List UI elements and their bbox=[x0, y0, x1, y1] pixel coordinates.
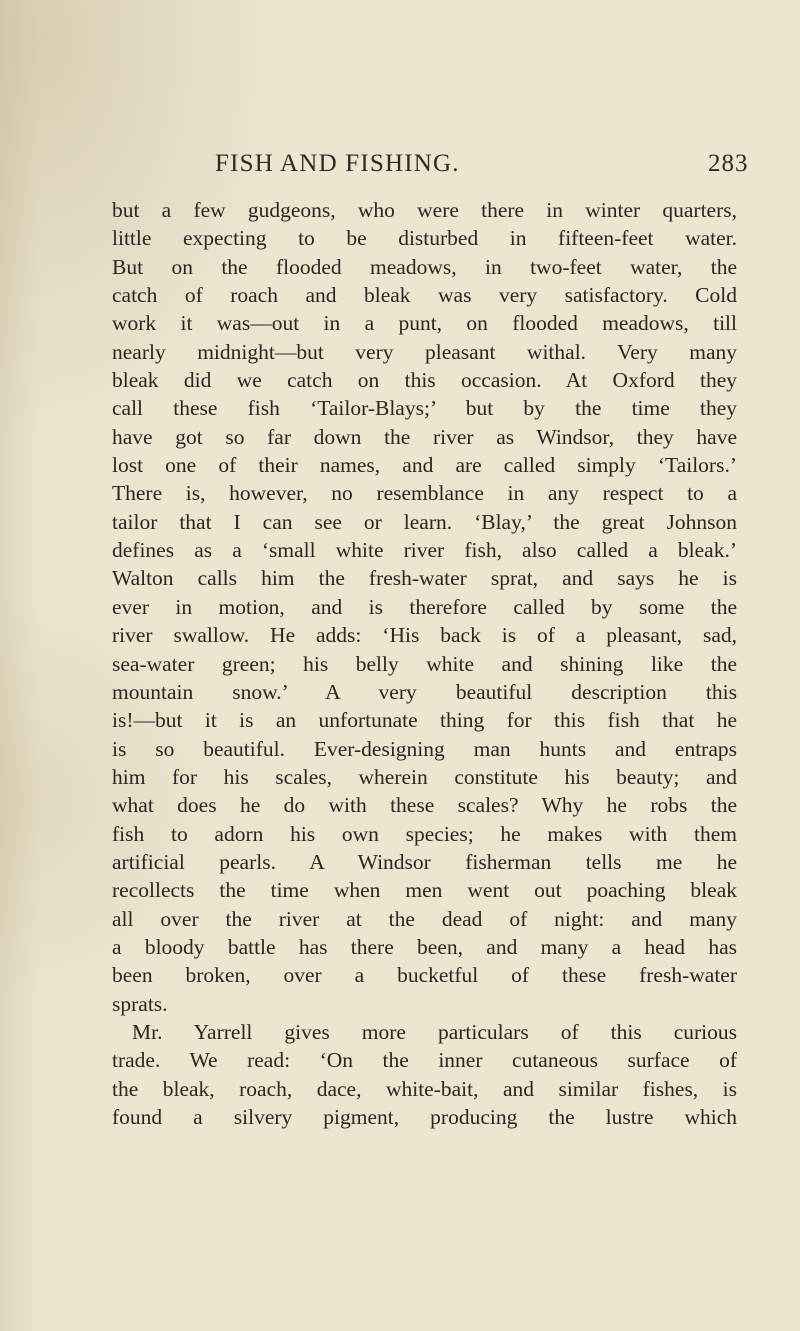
text-line: but a few gudgeons, who were there in winter quarters, bbox=[112, 198, 737, 222]
text-line: what does he do with these scales? Why he robs the bbox=[112, 793, 737, 818]
text-line: been broken, over a bucketful of these fresh-water bbox=[112, 963, 737, 988]
text-line: nearly midnight—but very pleasant withal. Very many bbox=[112, 339, 737, 364]
text-line: sprats. bbox=[112, 991, 168, 1016]
text-line: mountain snow.’ A very beautiful description this bbox=[112, 679, 737, 704]
text-line: the bleak, roach, dace, white-bait, and similar fishes, is bbox=[112, 1076, 737, 1101]
text-line: found a silvery pigment, producing the lustre which bbox=[112, 1105, 737, 1129]
text-line: a bloody battle has there been, and many a head has bbox=[112, 934, 737, 959]
text-line: call these fish ‘Tailor-Blays;’ but by the time they bbox=[112, 396, 737, 421]
page-number: 283 bbox=[708, 150, 749, 177]
text-line: river swallow. He adds: ‘His back is of a pleasant, sad, bbox=[112, 623, 737, 648]
text-line: him for his scales, wherein constitute his beauty; and bbox=[112, 764, 737, 789]
text-line: trade. We read: ‘On the inner cutaneous surface of bbox=[112, 1048, 737, 1073]
text-line: ever in motion, and is therefore called by some the bbox=[112, 594, 737, 619]
running-head-title: FISH AND FISHING. bbox=[215, 150, 460, 177]
text-line: catch of roach and bleak was very satisfactory. Cold bbox=[112, 283, 737, 308]
text-line: Walton calls him the fresh-water sprat, and says he is bbox=[112, 566, 737, 591]
text-line: lost one of their names, and are called simply ‘Tailors.’ bbox=[112, 453, 737, 478]
text-line: But on the flooded meadows, in two-feet water, the bbox=[112, 254, 737, 279]
body-text bbox=[112, 196, 737, 1131]
text-line: artificial pearls. A Windsor fisherman tells me he bbox=[112, 849, 737, 874]
text-line: is!—but it is an unfortunate thing for this fish that he bbox=[112, 708, 737, 733]
text-line: bleak did we catch on this occasion. At Oxford they bbox=[112, 368, 737, 393]
text-line: recollects the time when men went out poaching bleak bbox=[112, 878, 737, 903]
text-line: fish to adorn his own species; he makes with them bbox=[112, 821, 737, 846]
text-line: is so beautiful. Ever-designing man hunts and entraps bbox=[112, 736, 737, 761]
text-line: little expecting to be disturbed in fifteen-feet water. bbox=[112, 226, 737, 251]
text-line: all over the river at the dead of night: and many bbox=[112, 906, 737, 931]
text-line: have got so far down the river as Windsor, they have bbox=[112, 424, 737, 449]
text-line: Mr. Yarrell gives more particulars of this curious bbox=[132, 1019, 737, 1044]
text-line: There is, however, no resemblance in any respect to a bbox=[112, 481, 737, 506]
running-head bbox=[0, 150, 800, 190]
text-line: tailor that I can see or learn. ‘Blay,’ the great Johnson bbox=[112, 509, 737, 534]
text-line: defines as a ‘small white river fish, also called a bleak.’ bbox=[112, 538, 737, 563]
text-line: sea-water green; his belly white and shining like the bbox=[112, 651, 737, 676]
text-line: work it was—out in a punt, on flooded meadows, till bbox=[112, 311, 737, 336]
